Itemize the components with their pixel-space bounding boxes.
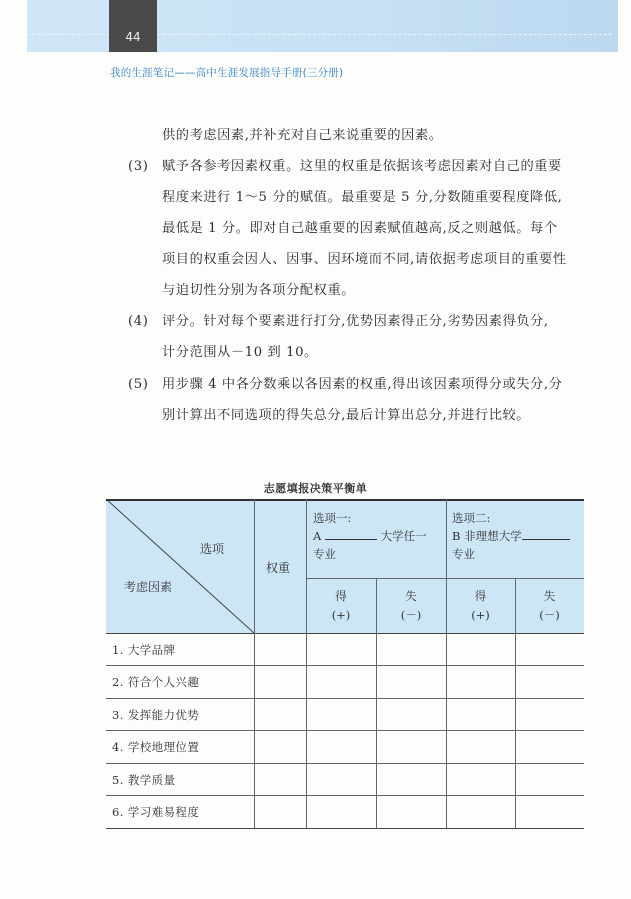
option-1-loss-header bbox=[376, 587, 446, 625]
option-2-blank[interactable] bbox=[522, 527, 570, 540]
option-1-gain-header bbox=[306, 587, 376, 625]
option-2-gain-header bbox=[446, 587, 515, 625]
factor-row-label: 4. 学校地理位置 bbox=[112, 740, 200, 754]
factor-row-label: 2. 符合个人兴趣 bbox=[112, 675, 200, 689]
decision-balance-table bbox=[106, 499, 584, 829]
option-1-line bbox=[313, 527, 443, 545]
option-1-suffix: 大学任一 bbox=[380, 529, 427, 543]
option-1-prefix: A bbox=[313, 529, 322, 543]
step-4 bbox=[128, 306, 590, 368]
gain-label: 得 bbox=[474, 589, 487, 603]
option-1-header bbox=[313, 509, 443, 563]
column-divider bbox=[446, 499, 447, 829]
row-divider bbox=[106, 763, 584, 764]
page-number: 44 bbox=[125, 30, 141, 44]
table-title: 志愿填报决策平衡单 bbox=[263, 482, 368, 495]
step-line: 最低是 1 分。即对自己越重要的因素赋值越高,反之则越低。每个 bbox=[162, 221, 558, 236]
header-bottom-border bbox=[106, 633, 584, 634]
option-2-loss-header bbox=[515, 587, 584, 625]
corner-label-options: 选项 bbox=[200, 542, 225, 556]
gain-sign: (+) bbox=[471, 608, 490, 622]
weight-header: 权重 bbox=[266, 561, 291, 575]
row-divider bbox=[106, 795, 584, 796]
row-divider bbox=[106, 698, 584, 699]
factor-row-label: 3. 发挥能力优势 bbox=[112, 708, 200, 722]
factor-row-label: 5. 教学质量 bbox=[112, 773, 176, 787]
table-top-border bbox=[106, 499, 584, 501]
step-5 bbox=[128, 369, 590, 431]
row-divider bbox=[106, 730, 584, 731]
table-bottom-border bbox=[106, 828, 584, 829]
step-line: 与迫切性分别为各项分配权重。 bbox=[162, 283, 356, 298]
step-3 bbox=[128, 151, 590, 306]
loss-label: 失 bbox=[405, 589, 417, 603]
step-line: 程度来进行 1～5 分的赋值。最重要是 5 分,分数随重要程度降低, bbox=[162, 190, 563, 205]
loss-sign: (－) bbox=[539, 608, 560, 622]
loss-sign: (－) bbox=[400, 608, 422, 622]
option-2-line bbox=[452, 527, 582, 545]
step-number: (3) bbox=[128, 159, 149, 174]
step-number: (4) bbox=[128, 314, 149, 329]
option-2-prefix: B 非理想大学 bbox=[452, 529, 522, 543]
corner-label-factors: 考虑因素 bbox=[124, 580, 173, 594]
gain-label: 得 bbox=[335, 589, 347, 603]
option-split-line bbox=[306, 578, 584, 579]
column-divider bbox=[254, 499, 255, 829]
row-divider bbox=[106, 665, 584, 666]
corner-diagonal-line bbox=[106, 499, 256, 634]
step-line: 别计算出不同选项的得失总分,最后计算出总分,并进行比较。 bbox=[162, 408, 531, 423]
gain-sign: (+) bbox=[331, 608, 351, 622]
column-divider bbox=[306, 499, 307, 829]
option-2-major: 专业 bbox=[452, 547, 475, 561]
option-1-major: 专业 bbox=[313, 547, 336, 561]
option-1-blank[interactable] bbox=[325, 527, 377, 540]
factor-row-label: 1. 大学品牌 bbox=[112, 643, 176, 657]
step-line: 评分。针对每个要素进行打分,优势因素得正分,劣势因素得负分, bbox=[162, 314, 549, 329]
continuation-text: 供的考虑因素,并补充对自己来说重要的因素。 bbox=[162, 128, 443, 143]
option-2-header bbox=[452, 509, 582, 563]
step-line: 用步骤 4 中各分数乘以各因素的权重,得出该因素项得分或失分,分 bbox=[162, 377, 563, 392]
step-line: 赋予各参考因素权重。这里的权重是依据该考虑因素对自己的重要 bbox=[162, 159, 562, 174]
step-line: 计分范围从－10 到 10。 bbox=[162, 345, 318, 360]
factor-row-label: 6. 学习难易程度 bbox=[112, 805, 200, 819]
option-2-label: 选项二: bbox=[452, 511, 491, 525]
step-number: (5) bbox=[128, 377, 149, 392]
loss-label: 失 bbox=[543, 589, 556, 603]
step-line: 项目的权重会因人、因事、因环境而不同,请依据考虑项目的重要性 bbox=[162, 252, 567, 267]
running-title: 我的生涯笔记——高中生涯发展指导手册(三分册) bbox=[110, 67, 344, 79]
option-1-label: 选项一: bbox=[313, 511, 352, 525]
page-number-tab bbox=[109, 0, 157, 52]
